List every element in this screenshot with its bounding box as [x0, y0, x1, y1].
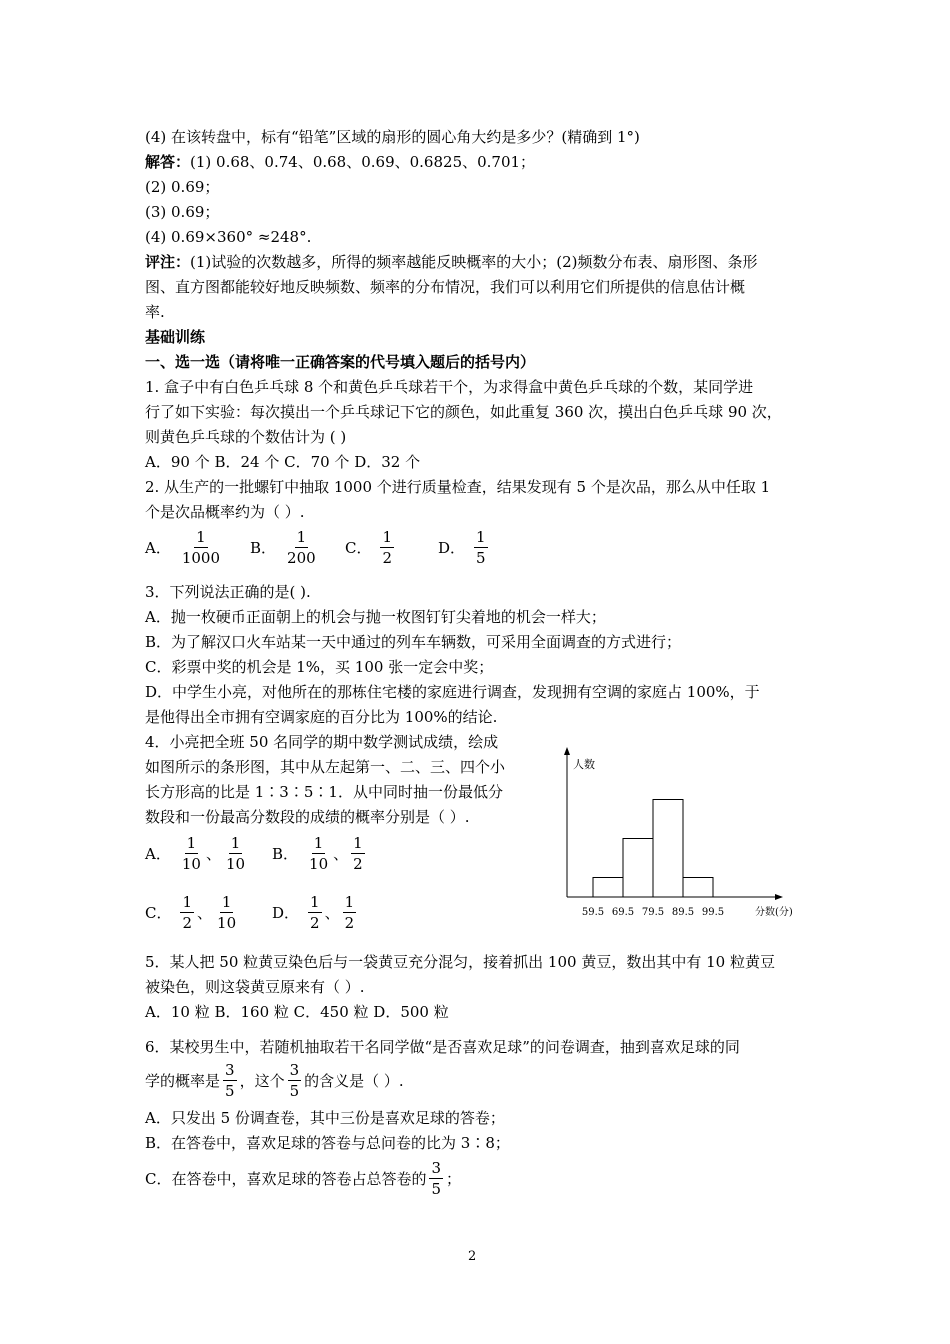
q5-options: A．10 粒 B．160 粒 C．450 粒 D．500 粒: [145, 1003, 449, 1021]
fraction: $\frac{1}{2}$: [310, 893, 320, 932]
y-axis-arrow: [564, 747, 570, 755]
histogram-chart: [555, 745, 815, 925]
q4-option-a: A． $\frac{1}{10}$ 、 $\frac{1}{10}$: [145, 834, 246, 873]
fraction: $\frac{1}{10}$: [225, 834, 246, 873]
answer-1: (1) 0.68、0.74、0.68、0.69、0.6825、0.701；: [190, 153, 536, 171]
x-tick-label: 99.5: [701, 907, 725, 918]
q6-option-b: B．在答卷中，喜欢足球的答卷与总问卷的比为 3∶8；: [145, 1134, 510, 1152]
part-1-heading: 一、选一选（请将唯一正确答案的代号填入题后的括号内）: [145, 353, 536, 371]
x-axis-arrow: [775, 894, 783, 900]
sub-question-4: (4) 在该转盘中，标有“铅笔”区域的扇形的圆心角大约是多少？(精确到 1°): [145, 128, 640, 146]
q3-option-d-line-1: D．中学生小亮，对他所在的那栋住宅楼的家庭进行调查，发现拥有空调的家庭占 100%，于: [145, 683, 760, 701]
q1-line-3: 则黄色乒乓球的个数估计为 ( ): [145, 428, 347, 446]
x-tick-label: 89.5: [671, 907, 695, 918]
comment-label: 评注：: [145, 253, 191, 271]
q2-option-b: B． $\frac{1}{200}$: [250, 528, 316, 567]
answer-3: (3) 0.69；: [145, 203, 220, 221]
q3-option-b: B．为了解汉口火车站某一天中通过的列车车辆数，可采用全面调查的方式进行；: [145, 633, 682, 651]
fraction: $\frac{1}{2}$: [353, 834, 363, 873]
fraction: $\frac{3}{5}$: [431, 1159, 442, 1198]
q5-line-1: 5．某人把 50 粒黄豆染色后与一袋黄豆充分混匀，接着抓出 100 黄豆，数出其中有 10 粒黄豆: [145, 953, 775, 971]
histogram-bar: [593, 878, 623, 898]
fraction: $\frac{3}{5}$: [225, 1061, 235, 1100]
fraction: $\frac{1}{10}$: [181, 834, 201, 873]
q6-line-1: 6．某校男生中，若随机抽取若干名同学做“是否喜欢足球”的问卷调查，抽到喜欢足球的同: [145, 1038, 740, 1056]
x-axis-label: 分数(分): [755, 907, 793, 918]
q2-option-d: D． $\frac{1}{5}$: [438, 528, 486, 567]
q1-line-1: 1. 盒子中有白色乒乓球 8 个和黄色乒乓球若干个，为求得盒中黄色乒乓球的个数，某同学进: [145, 378, 754, 396]
y-axis-label: 人数: [573, 758, 595, 771]
fraction: $\frac{1}{10}$: [309, 834, 329, 873]
fraction: $\frac{1}{2}$: [382, 528, 393, 567]
answer-line-1: [145, 152, 535, 172]
q3-option-d-line-2: 是他得出全市拥有空调家庭的百分比为 100%的结论.: [145, 708, 498, 726]
comment-text-3: 率.: [145, 303, 165, 321]
fraction: $\frac{1}{1000}$: [181, 528, 221, 567]
q3-option-a: A．抛一枚硬币正面朝上的机会与抛一枚图钉钉尖着地的机会一样大；: [145, 608, 606, 626]
q2-line-2: 个是次品概率约为（ ）.: [145, 503, 305, 521]
q4-line-1: 4．小亮把全班 50 名同学的期中数学测试成绩，绘成: [145, 733, 499, 751]
q4-option-b: B． $\frac{1}{10}$ 、 $\frac{1}{2}$: [272, 834, 363, 873]
answer-label: 解答：: [145, 153, 191, 171]
answer-4: (4) 0.69×360° ≈248°.: [145, 228, 312, 246]
q4-line-4: 数段和一份最高分数段的成绩的概率分别是（ ）.: [145, 808, 470, 826]
fraction: $\frac{1}{2}$: [182, 893, 193, 932]
comment-line-1: [145, 252, 758, 272]
q4-option-c: C． $\frac{1}{2}$ 、 $\frac{1}{10}$: [145, 893, 237, 932]
page-number: 2: [468, 1249, 477, 1264]
q4-line-3: 长方形高的比是 1∶3∶5∶1．从中同时抽一份最低分: [145, 783, 503, 801]
q2-option-c: C． $\frac{1}{2}$: [345, 528, 393, 567]
comment-text-1: (1)试验的次数越多，所得的频率越能反映概率的大小；(2)频数分布表、扇形图、条形: [190, 253, 758, 271]
q6-option-c: C．在答卷中，喜欢足球的答卷占总答卷的 $\frac{3}{5}$ ；: [145, 1159, 462, 1198]
x-tick-label: 59.5: [581, 907, 605, 918]
fraction: $\frac{1}{10}$: [217, 893, 237, 932]
q6-line-2: 学的概率是 $\frac{3}{5}$ ，这个 $\frac{3}{5}$ 的含义是（ ）.: [145, 1061, 404, 1100]
fraction: $\frac{3}{5}$: [289, 1061, 300, 1100]
q3-option-c: C．彩票中奖的机会是 1%，买 100 张一定会中奖；: [145, 658, 494, 676]
q4-line-2: 如图所示的条形图，其中从左起第一、二、三、四个小: [145, 758, 506, 776]
q1-line-2: 行了如下实验：每次摸出一个乒乓球记下它的颜色，如此重复 360 次，摸出白色乒乓球 90 次，: [145, 403, 782, 421]
section-title: 基础训练: [145, 328, 206, 346]
q4-option-d: D． $\frac{1}{2}$ 、 $\frac{1}{2}$: [272, 893, 355, 932]
x-tick-label: 79.5: [641, 907, 665, 918]
histogram-bar: [683, 878, 713, 898]
q1-options: A．90 个 B．24 个 C．70 个 D．32 个: [145, 453, 421, 471]
fraction: $\frac{1}{2}$: [344, 893, 355, 932]
histogram-bar: [653, 800, 683, 898]
answer-2: (2) 0.69；: [145, 178, 220, 196]
q6-option-a: A．只发出 5 份调查卷，其中三份是喜欢足球的答卷；: [145, 1109, 505, 1127]
comment-text-2: 图、直方图都能较好地反映频数、频率的分布情况，我们可以利用它们所提供的信息估计概: [145, 278, 746, 296]
q2-option-a: A． $\frac{1}{1000}$: [145, 528, 221, 567]
q2-line-1: 2. 从生产的一批螺钉中抽取 1000 个进行质量检查，结果发现有 5 个是次品，那么从中任取 1: [145, 478, 771, 496]
fraction: $\frac{1}{200}$: [287, 528, 316, 567]
fraction: $\frac{1}{5}$: [476, 528, 486, 567]
q3-stem: 3．下列说法正确的是( ).: [145, 583, 311, 601]
x-tick-label: 69.5: [611, 907, 635, 918]
q5-line-2: 被染色，则这袋黄豆原来有（ ）.: [145, 978, 365, 996]
histogram-bar: [623, 839, 653, 898]
